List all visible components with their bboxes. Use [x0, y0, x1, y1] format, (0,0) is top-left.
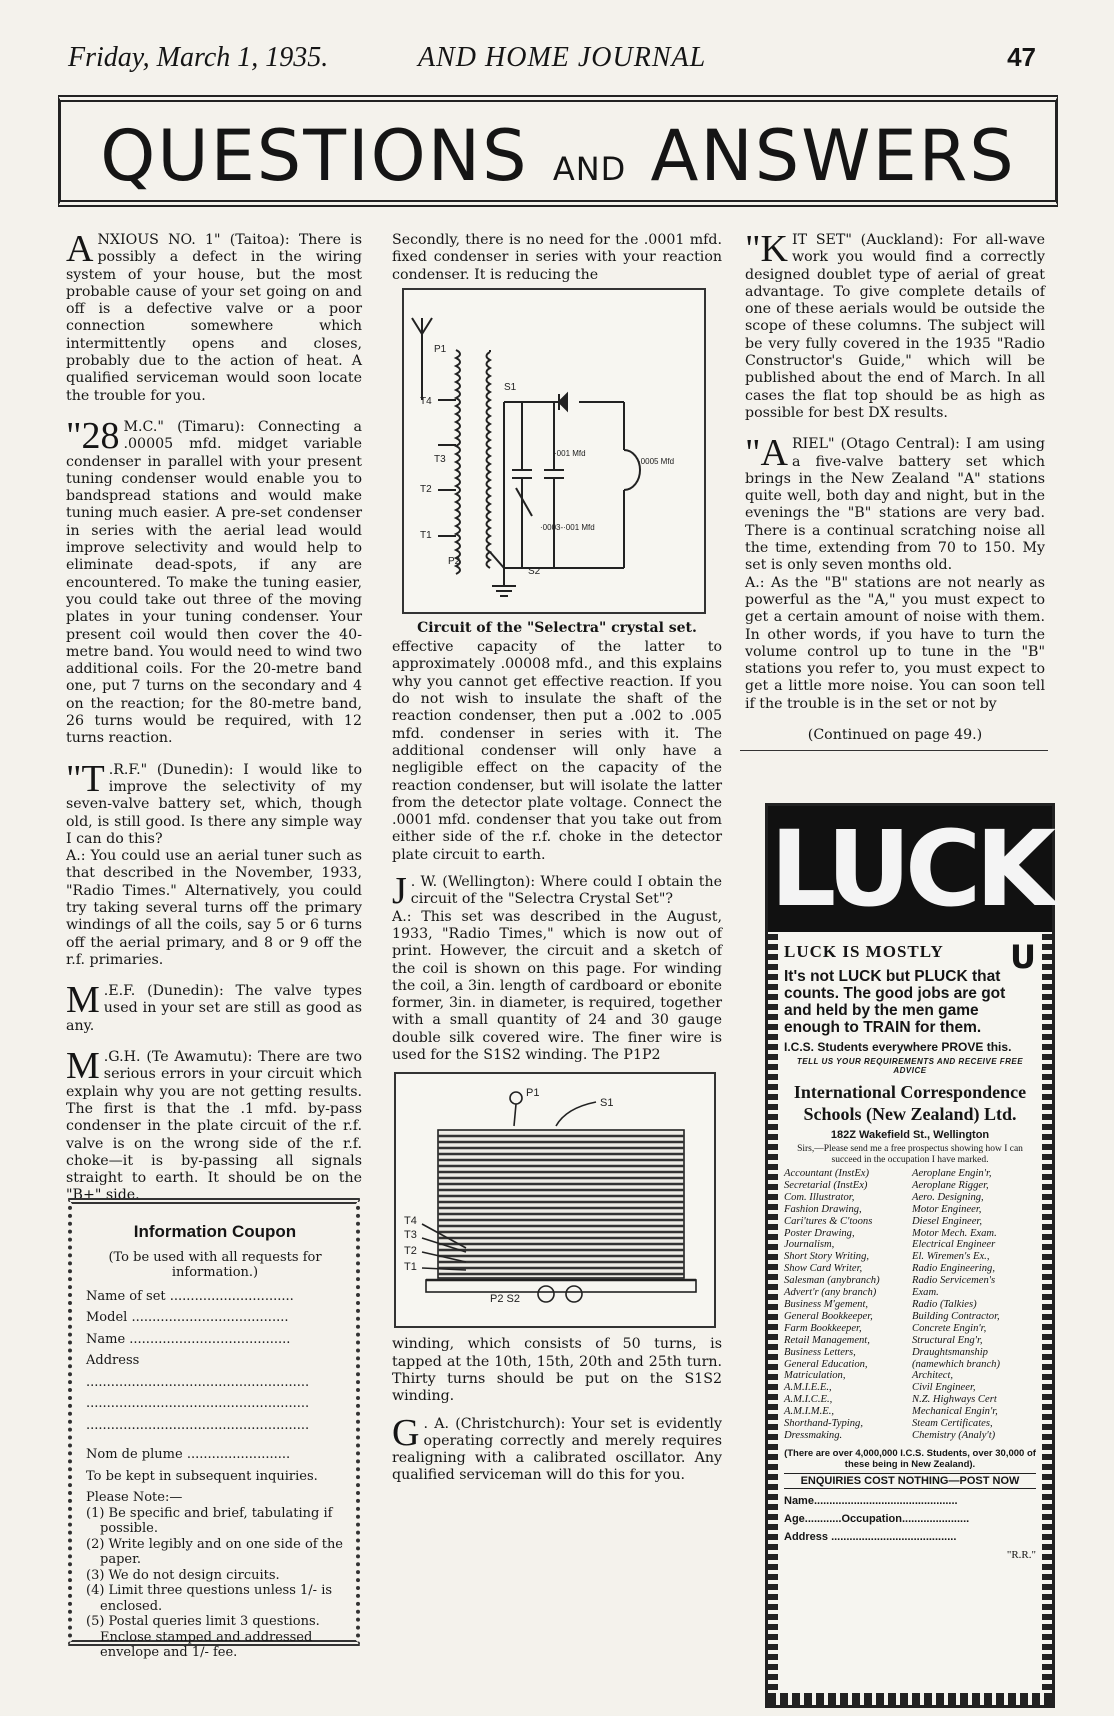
- drop-cap: "A: [745, 432, 788, 475]
- title-answers: ANSWERS: [650, 115, 1016, 197]
- course-item[interactable]: Cari'tures & C'toons: [784, 1215, 873, 1227]
- question-jw: [392, 870, 722, 1064]
- course-item[interactable]: General Education,: [784, 1358, 868, 1370]
- course-item[interactable]: N.Z. Highways Cert: [912, 1394, 997, 1406]
- course-item[interactable]: Business Letters,: [784, 1346, 856, 1358]
- ad-border-right: [1042, 934, 1052, 1704]
- course-item[interactable]: Motor Mech. Exam.: [912, 1227, 997, 1239]
- title-band: [58, 95, 1058, 207]
- course-item[interactable]: Fashion Drawing,: [784, 1203, 862, 1215]
- coil-sketch: [394, 1072, 716, 1328]
- label-t2: T2: [420, 483, 432, 495]
- question-text: .G.H. (Te Awamutu): There are two serious errors in your circuit which explain why you are not getting results. The first is that the .1 mfd. by-pass condenser in the plate circuit of the r.f. valve is on the wrong side of the r.f. choke—it is by-passing all signals straight to earth. It should be on the "B+" side.: [66, 1049, 362, 1204]
- course-item[interactable]: Advert'r (any branch): [784, 1287, 877, 1299]
- answer-text: A.: As the "B" stations are not nearly as powerful as the "A," you must expect to get a certain amount of noise with them. In other words, if you have to turn the volume control up to tune in the "B" stations you refer to, you must expect to get a little more noise. You can soon tell if the trouble is in the set or not by: [745, 574, 1045, 712]
- drop-cap: "K: [745, 228, 788, 270]
- ad-slogan: LUCK IS MOSTLY: [784, 942, 944, 961]
- ad-banner: LUCK: [768, 806, 1052, 932]
- ad-ics-line: I.C.S. Students everywhere PROVE this.: [784, 1040, 1012, 1054]
- figure-caption: Circuit of the "Selectra" crystal set.: [417, 619, 697, 636]
- label-c3: ·0003-·001 Mfd: [540, 522, 595, 532]
- enquiries-banner: ENQUIRIES COST NOTHING—POST NOW: [784, 1473, 1036, 1489]
- coil-label-t2: T2: [404, 1245, 417, 1258]
- coil-label-t1: T1: [404, 1261, 417, 1274]
- course-item[interactable]: Aero. Designing,: [912, 1191, 984, 1203]
- divider: [740, 750, 1048, 751]
- label-p2: P2: [448, 555, 461, 567]
- ad-code: "R.R.": [1006, 1548, 1036, 1561]
- label-c2: ·0005 Mfd: [638, 456, 675, 466]
- field-nom-de-plume[interactable]: Nom de plume .........................: [86, 1447, 291, 1462]
- question-mgh: [66, 1045, 362, 1205]
- question-28mc: [66, 414, 362, 748]
- course-item[interactable]: Com. Illustrator,: [784, 1191, 855, 1203]
- publication-name: AND HOME JOURNAL: [418, 42, 707, 73]
- label-p1: P1: [434, 343, 447, 355]
- course-item[interactable]: Civil Engineer,: [912, 1382, 976, 1394]
- ad-border-bottom: [768, 1693, 1052, 1705]
- circuit-diagram: [402, 288, 706, 614]
- ad-tell-us: TELL US YOUR REQUIREMENTS AND RECEIVE FREE ADVICE: [796, 1057, 1024, 1075]
- course-item[interactable]: General Bookkeeper,: [784, 1310, 873, 1322]
- note-item: (4) Limit three questions unless 1/- is enclosed.: [86, 1583, 333, 1614]
- coil-label-p2s2: P2 S2: [490, 1293, 520, 1306]
- address-line-2[interactable]: ......................................................: [86, 1396, 310, 1411]
- form-address[interactable]: Address .........................................: [784, 1530, 957, 1543]
- drop-cap: M: [66, 979, 100, 1022]
- address-line-1[interactable]: ......................................................: [86, 1374, 310, 1390]
- school-line-2: Schools (New Zealand) Ltd.: [803, 1104, 1017, 1124]
- course-item[interactable]: Accountant (InstEx): [784, 1168, 870, 1179]
- drop-cap: "T: [66, 757, 105, 800]
- answer-text: A.: This set was described in the August, 1933, "Radio Times," which is now out of print. However, the circuit and a sketch of the coil is shown on this page. For winding the coil, a 3in. length of cardboard or ebonite former, 3in. in diameter, is required, together with a small quantity of 24 and 30 gauge double silk covered wire. The finer wire is used for the S1S2 winding. The P1P2: [392, 908, 722, 1064]
- course-item[interactable]: Steam Certificates,: [912, 1418, 993, 1430]
- course-item[interactable]: Concrete Engin'r,: [912, 1322, 987, 1334]
- continued-note: (Continued on page 49.): [807, 727, 983, 744]
- note-item: (1) Be specific and brief, tabulating if possible.: [86, 1505, 333, 1536]
- course-item[interactable]: Business M'gement,: [784, 1298, 869, 1310]
- question-text: RIEL" (Otago Central): I am using a five-valve battery set which brings in the New Zealand "A" stations quite well, both day and night, but in the evenings the "B" stations are very bad. There is a continual scratching noise all the time, extending from 70 to 150. My set is only seven months old.: [745, 436, 1045, 574]
- note-item: (5) Postal queries limit 3 questions. Enclose stamped and addressed envelope and 1/- fee.: [86, 1614, 320, 1660]
- ad-slogan-u: U: [1010, 938, 1036, 976]
- question-ariel: [745, 432, 1045, 713]
- note-item: (3) We do not design circuits.: [86, 1567, 280, 1583]
- label-t4: T4: [420, 395, 432, 407]
- course-item[interactable]: A.M.I.E.E.,: [784, 1382, 832, 1394]
- ad-border-left: [768, 934, 778, 1704]
- field-model[interactable]: Model ......................................: [86, 1310, 289, 1325]
- student-stats: (There are over 4,000,000 I.C.S. Students, over 30,000 of these being in New Zealand).: [784, 1447, 1036, 1470]
- coupon-notes: [86, 1506, 344, 1661]
- paragraph: winding, which consists of 50 turns, is tapped at the 10th, 15th, 20th and 25th turn. Thirty turns should be put on the S1S2 winding.: [392, 1336, 722, 1405]
- prospectus-request: Sirs,—Please send me a free prospectus showing how I can succeed in the occupation I have marked.: [797, 1144, 1023, 1165]
- page-number: 47: [1007, 42, 1036, 72]
- drop-cap: J: [392, 870, 407, 913]
- question-text: M.C." (Timaru): Connecting a .00005 mfd. midget variable condenser in parallel with your present tuning condenser would enable you to bandspread stations and would make tuning much easier. A pre-set condenser in series with the aerial lead would improve selectivity and would help to eliminate dead-spots, if any are encountered. To make the tuning easier, you could take out three of the moving plates in your tuning condenser. Your present coil would then cover the 40-metre band. You would need to wind two additional coils. For the 20-metre band one, put 7 turns on the secondary and 4 on the reaction; for the 80-metre band, 26 turns would be required, with 12 turns reaction.: [66, 418, 362, 747]
- course-item[interactable]: El. Wiremen's Ex.,: [912, 1251, 990, 1263]
- coil-label-t4: T4: [404, 1215, 417, 1228]
- answer-text: A.: You could use an aerial tuner such as that described in the November, 1933, "Radio Times." Alternatively, you could try taking several turns off the primary windings of all the coils, say 5 or 6 turns off the aerial primary, and 8 or 9 off the r.f. primaries.: [66, 848, 362, 968]
- coil-label-s1: S1: [600, 1097, 614, 1110]
- course-item[interactable]: Salesman (anybranch): [784, 1275, 880, 1287]
- question-text: . A. (Christchurch): Your set is evidently operating correctly and merely requires realigning with a calibrated oscillator. Any qualified serviceman will do this for you.: [392, 1415, 722, 1484]
- title-questions: QUESTIONS: [100, 115, 529, 197]
- course-item[interactable]: Shorthand-Typing,: [784, 1418, 863, 1430]
- course-item[interactable]: Mechanical Engin'r,: [912, 1406, 998, 1418]
- school-line-1: International Correspondence: [793, 1082, 1027, 1102]
- question-text: .R.F." (Dunedin): I would like to improve the selectivity of my seven-valve battery set, which, though old, is still good. Is there any simple way I can do this?: [66, 761, 362, 847]
- course-item[interactable]: Short Story Writing,: [784, 1251, 870, 1263]
- course-item[interactable]: Aeroplane Engin'r,: [912, 1168, 992, 1179]
- note-item: (2) Write legibly and on one side of the paper.: [86, 1536, 344, 1567]
- question-anxious: [66, 228, 362, 405]
- please-note: Please Note:—: [86, 1490, 183, 1505]
- school-name: [784, 1081, 1036, 1125]
- question-mef: [66, 979, 362, 1035]
- drop-cap: A: [66, 228, 94, 270]
- course-item[interactable]: (namewhich branch): [912, 1358, 1000, 1370]
- course-item[interactable]: Radio (Talkies): [912, 1298, 977, 1310]
- drop-cap: G: [392, 1411, 420, 1454]
- kept-note: To be kept in subsequent inquiries.: [86, 1468, 318, 1484]
- course-item[interactable]: Poster Drawing,: [784, 1227, 855, 1239]
- drop-cap: M: [66, 1045, 100, 1088]
- address-line-3[interactable]: ......................................................: [86, 1417, 310, 1433]
- column-right: [745, 228, 1045, 744]
- course-item[interactable]: A.M.I.M.E.,: [784, 1406, 835, 1418]
- course-item[interactable]: Motor Engineer,: [912, 1203, 982, 1215]
- field-address[interactable]: Address: [86, 1353, 140, 1368]
- course-item[interactable]: Secretarial (InstEx): [784, 1179, 868, 1191]
- course-item[interactable]: Structural Eng'r,: [912, 1334, 983, 1346]
- course-item[interactable]: Diesel Engineer,: [912, 1215, 983, 1227]
- course-item[interactable]: Dressmaking.: [784, 1429, 843, 1441]
- course-item[interactable]: Exam.: [912, 1287, 939, 1299]
- question-text: .E.F. (Dunedin): The valve types used in your set are still as good as any.: [66, 983, 362, 1034]
- question-kit-set: [745, 228, 1045, 422]
- coil-label-p1: P1: [526, 1087, 540, 1100]
- course-item[interactable]: Draughtsmanship: [912, 1346, 988, 1358]
- course-column-right: [912, 1168, 1036, 1442]
- question-ga: [392, 1411, 722, 1485]
- course-item[interactable]: Journalism,: [784, 1239, 835, 1251]
- ad-body: [784, 938, 1036, 1561]
- course-item[interactable]: Electrical Engineer: [912, 1239, 996, 1251]
- course-item[interactable]: Radio Servicemen's: [912, 1275, 996, 1287]
- course-item[interactable]: Chemistry (Analy't): [912, 1429, 996, 1441]
- coupon-subtitle: (To be used with all requests for information.): [108, 1249, 322, 1280]
- field-name[interactable]: Name .......................................: [86, 1331, 291, 1347]
- form-name[interactable]: Name...............................................: [784, 1494, 958, 1507]
- label-c1: ·001 Mfd: [554, 448, 586, 458]
- ad-pitch: It's not LUCK but PLUCK that counts. The good jobs are got and held by the men game enough to TRAIN for them.: [784, 968, 1006, 1036]
- question-text: . W. (Wellington): Where could I obtain the circuit of the "Selectra Crystal Set"?: [410, 874, 722, 908]
- question-text: NXIOUS NO. 1" (Taitoa): There is possibly a defect in the wiring system of your house, but the most probable cause of your set going on and off is a defective valve or a poor connection somewhere which intermittently opens and closes, probably due to the action of heat. A qualified serviceman would soon locate the trouble for you.: [66, 232, 362, 404]
- form-age-occupation[interactable]: Age............Occupation......................: [784, 1512, 970, 1525]
- course-item[interactable]: Retail Management,: [784, 1334, 870, 1346]
- label-t3: T3: [434, 453, 446, 465]
- intro-text: Secondly, there is no need for the .0001 mfd. fixed condenser in series with your reaction condenser. It is reducing the: [392, 232, 722, 283]
- course-item[interactable]: Show Card Writer,: [784, 1263, 863, 1275]
- course-item[interactable]: Radio Engineering,: [912, 1263, 995, 1275]
- label-s2: S2: [528, 565, 541, 577]
- school-address: 182Z Wakefield St., Wellington: [830, 1129, 990, 1141]
- course-list: [784, 1168, 1036, 1442]
- question-text: IT SET" (Auckland): For all-wave work you would find a correctly designed doublet type of aerial of great advantage. To give complete details of one of these aerials would be outside the scope of these columns. The subject will be very fully covered in the 1935 "Radio Constructor's Guide," which will be published about the end of March. In all cases the flat top should be as high as possible for best DX results.: [745, 232, 1045, 421]
- ics-advertisement: [765, 803, 1055, 1708]
- paragraph: effective capacity of the latter to approximately .00008 mfd., and this explains why you cannot get effective reaction. If you do not wish to insulate the shaft of the reaction condenser, then put a .002 to .005 mfd. condenser in series with it. The additional condenser will only have a negligible effect on the capacity of the reaction condenser, but will isolate the latter from the detector plate voltage. Connect the .0001 mfd. condenser that you take out from either side of the r.f. choke in the detector plate circuit to earth.: [392, 639, 722, 863]
- circuit-drawing: [404, 290, 704, 612]
- question-trf: [66, 757, 362, 970]
- coupon-title: Information Coupon: [133, 1222, 297, 1241]
- course-item[interactable]: A.M.I.C.E.,: [784, 1394, 833, 1406]
- drop-cap: "28: [66, 414, 120, 457]
- field-name-of-set[interactable]: Name of set ..............................: [86, 1288, 294, 1304]
- page-title: [61, 116, 1055, 209]
- course-item[interactable]: Matriculation,: [784, 1370, 846, 1382]
- course-item[interactable]: Architect,: [912, 1370, 954, 1382]
- course-item[interactable]: Building Contractor,: [912, 1310, 1000, 1322]
- label-t1: T1: [420, 529, 432, 541]
- column-left: [66, 228, 362, 1219]
- course-item[interactable]: Farm Bookkeeper,: [784, 1322, 862, 1334]
- information-coupon: [68, 1198, 360, 1660]
- column-middle: [392, 232, 722, 1499]
- course-column-left: [784, 1168, 912, 1442]
- title-and: AND: [552, 150, 627, 188]
- course-item[interactable]: Aeroplane Rigger,: [912, 1179, 989, 1191]
- label-s1: S1: [504, 381, 517, 393]
- coil-drawing: [396, 1074, 714, 1326]
- issue-date: Friday, March 1, 1935.: [68, 42, 329, 73]
- coil-label-t3: T3: [404, 1229, 417, 1242]
